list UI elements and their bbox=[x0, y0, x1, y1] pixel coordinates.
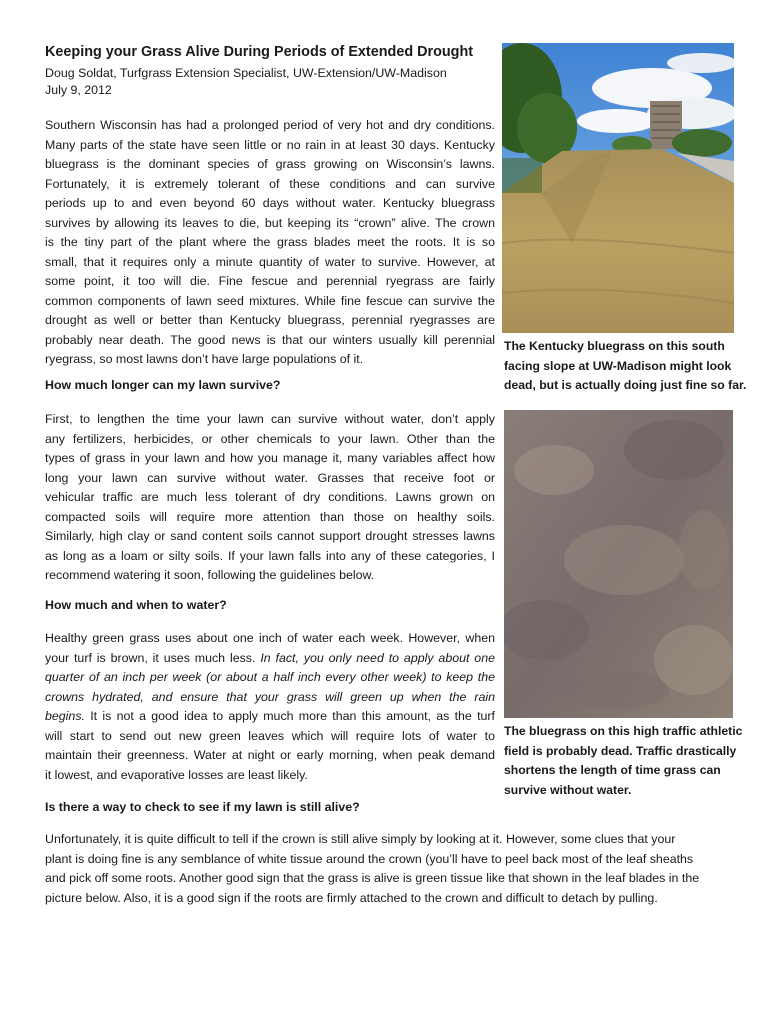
article-title: Keeping your Grass Alive During Periods of Extended Drought bbox=[45, 44, 474, 60]
text-line: and pick off some roots. Another good sign that the grass is alive is green tissue like that shown in the leaf blades in the bbox=[45, 871, 700, 885]
section-heading: How much longer can my lawn survive? bbox=[45, 378, 281, 392]
text-line: bluegrass is the dominant species of grass growing on Wisconsin’s lawns. bbox=[45, 157, 495, 171]
caption-line: dead, but is actually doing just fine so far. bbox=[504, 378, 747, 392]
section-heading: Is there a way to check to see if my lawn is still alive? bbox=[45, 800, 360, 814]
caption-line: survive without water. bbox=[504, 782, 632, 797]
text-line: as long as a loam or silty soils. If your lawn falls into any of these categories, I bbox=[45, 548, 495, 563]
text-line: plant is doing fine is any semblance of white tissue around the crown (you’ll have to peel back most of the leaf sheaths bbox=[45, 851, 694, 866]
text-line: drought as well or better than Kentucky bluegrass, perennial ryegrasses are bbox=[45, 313, 495, 327]
text-line: probably near death. The good news is that our winters usually kill perennial bbox=[45, 332, 495, 347]
text-line: Healthy green grass uses about one inch of water each week. However, when bbox=[45, 631, 495, 645]
section1-paragraph bbox=[45, 410, 495, 586]
italic-text-run: begins. bbox=[45, 709, 85, 723]
text-line: maintain their greenness. Water at night or early morning, when peak demand bbox=[45, 748, 495, 762]
text-line: First, to lengthen the time your lawn can survive without water, don’t apply bbox=[45, 412, 495, 426]
article-date: July 9, 2012 bbox=[45, 83, 112, 97]
text-line bbox=[45, 649, 495, 669]
article-author: Doug Soldat, Turfgrass Extension Specialist, UW-Extension/UW-Madison bbox=[45, 66, 447, 80]
text-line: compacted soils will require more attention than those on healthy soils. bbox=[45, 509, 495, 524]
text-line: survives by allowing its leaves to die, but keeping its “crown” alive. The crown bbox=[45, 215, 495, 230]
text-line: ryegrass, so most lawns don’t have large populations of it. bbox=[45, 352, 364, 366]
figure1-caption bbox=[504, 337, 747, 396]
section-heading: How much and when to water? bbox=[45, 598, 227, 612]
text-line: long your lawn can survive without water. Grasses that receive foot or bbox=[45, 470, 495, 485]
text-line: types of grass in your lawn and how you manage it, many variables affect how bbox=[45, 451, 495, 465]
text-line: picture below. Also, it is a good sign if the roots are firmly attached to the crown and difficult to detach by pulling. bbox=[45, 890, 658, 905]
caption-line: shortens the length of time grass can bbox=[504, 763, 721, 777]
italic-text-run: In fact, you only need to apply about one bbox=[260, 650, 495, 665]
slope-lawn-photo bbox=[502, 43, 734, 333]
text-line bbox=[45, 668, 495, 688]
text-line: is the tiny part of the plant where the grass blades meet the roots. It is so bbox=[45, 235, 495, 249]
text-run: your turf is brown, it uses much less. bbox=[45, 650, 261, 665]
text-line: will start to send out new green leaves which will require lots of water to bbox=[45, 728, 495, 743]
section3-paragraph bbox=[45, 829, 717, 907]
text-line: some point, it too will die. Fine fescue and perennial ryegrass are fairly bbox=[45, 274, 495, 288]
caption-line: The bluegrass on this high traffic athletic bbox=[504, 724, 743, 738]
text-line: Unfortunately, it is quite difficult to tell if the crown is still alive simply by looking at it. However, some clues that your bbox=[45, 832, 676, 846]
text-line: Many parts of the state have seen little or no rain in at least 30 days. Kentucky bbox=[45, 137, 495, 152]
caption-line: The Kentucky bluegrass on this south bbox=[504, 339, 725, 353]
caption-line: facing slope at UW-Madison might look bbox=[504, 358, 732, 373]
text-run: It is not a good idea to apply much more than this amount, as the turf bbox=[84, 709, 495, 723]
text-line: it lowest, and evaporative losses are least likely. bbox=[45, 767, 308, 782]
text-line: Similarly, high clay or sand content soils cannot support drought stresses lawns bbox=[45, 529, 495, 543]
figure2-caption bbox=[504, 722, 744, 800]
text-line: common components of lawn seed mixtures. While fine fescue can survive the bbox=[45, 293, 495, 308]
section2-paragraph bbox=[45, 629, 495, 785]
text-line: small, that it requires only a minute quantity of water to survive. However, at bbox=[45, 254, 495, 269]
intro-paragraph bbox=[45, 116, 495, 370]
text-line bbox=[45, 707, 495, 727]
athletic-field-turf-photo bbox=[504, 410, 733, 718]
text-line: recommend watering it soon, following the guidelines below. bbox=[45, 568, 375, 582]
text-line bbox=[45, 688, 495, 708]
text-line: any fertilizers, herbicides, or other chemicals to your lawn. Other than the bbox=[45, 431, 495, 446]
italic-text-run: crowns hydrated, and ensure that your grass will green up when the rain bbox=[45, 689, 495, 704]
text-line: vehicular traffic are much less tolerant of dry conditions. Lawns grown on bbox=[45, 490, 495, 504]
caption-line: field is probably dead. Traffic drastically bbox=[504, 743, 737, 758]
text-line: Southern Wisconsin has had a prolonged period of very hot and dry conditions. bbox=[45, 118, 495, 132]
text-line: periods up to and even beyond 60 days without water. Kentucky bluegrass bbox=[45, 196, 495, 210]
italic-text-run: quarter of an inch per week (or about a half inch every other week) to keep the bbox=[45, 670, 495, 684]
text-line: Fortunately, it is extremely tolerant of these conditions and can survive bbox=[45, 176, 495, 191]
